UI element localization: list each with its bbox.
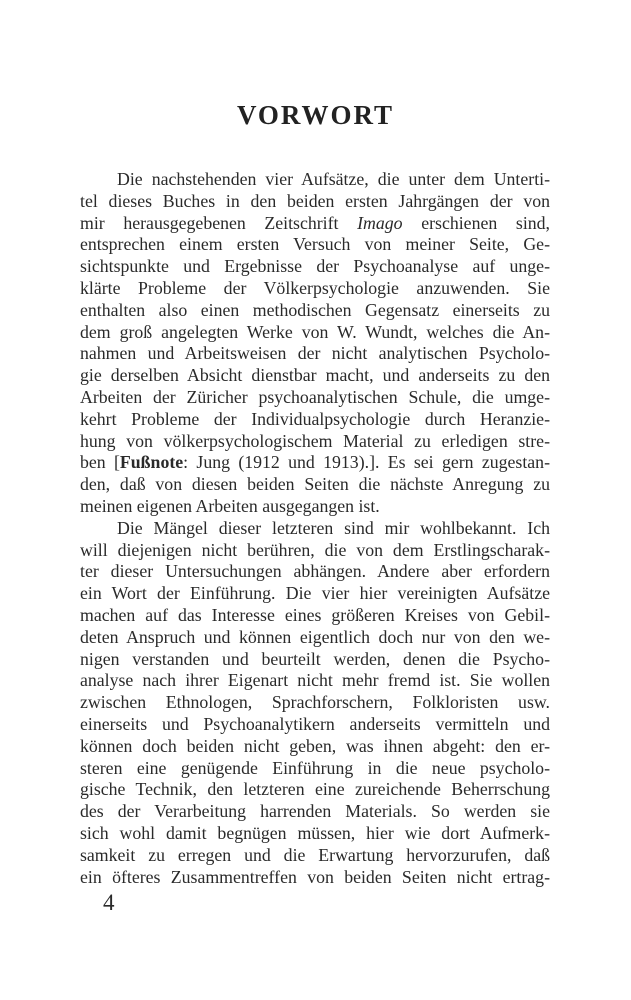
text-line [80,649,550,671]
text-segment: enthalten also einen methodischen Gegensatz einerseits zu [80,299,550,320]
text-line [80,779,550,801]
page-title: VORWORT [236,100,395,130]
text-segment: klärte Probleme der Völkerpsychologie anzuwenden. Sie [80,277,550,298]
text-line [80,409,550,431]
text-segment: Arbeiten der Züricher psychoanalytischen Schule, die umge- [80,386,550,407]
text-segment: kehrt Probleme der Individualpsychologie durch Heranzie- [80,408,550,429]
text-line [80,670,550,692]
text-line [80,234,550,256]
text-line [80,300,550,322]
text-segment: zwischen Ethnologen, Sprachforschern, Folkloristen usw. [80,692,550,713]
text-line [80,278,550,300]
text-line [80,736,550,758]
text-segment: ein öfteres Zusammentreffen von beiden Seiten nicht ertrag- [80,866,550,887]
text-line [80,322,550,344]
text-segment: machen auf das Interesse eines größeren Kreises von Gebil- [80,604,550,625]
text-segment: gische Technik, den letzteren eine zureichende Beherrschung [80,779,550,800]
text-line [80,256,550,278]
bold-text: Fußnote [119,452,184,473]
text-segment: sichtspunkte und Ergebnisse der Psychoanalyse auf unge- [80,256,550,277]
text-segment: analyse nach ihrer Eigenart nicht mehr fremd ist. Sie wollen [80,670,550,691]
text-segment: steren eine genügende Einführung in die neue psycholo- [80,757,550,778]
text-segment: den, daß von diesen beiden Seiten die nächste Anregung zu [80,474,550,495]
body-text [80,169,550,888]
text-line [80,474,550,496]
text-line [80,692,550,714]
text-segment: hung von völkerpsychologischem Material zu erledigen stre- [80,430,550,451]
text-line [80,540,550,562]
text-segment: : Jung (1912 und 1913).]. Es sei gern zugestan- [183,452,550,473]
text-segment: nahmen und Arbeitsweisen der nicht analytischen Psycholo- [80,343,550,364]
text-line [80,213,550,235]
text-line [80,561,550,583]
text-line [80,169,550,191]
italic-text: Imago [357,212,403,233]
text-segment: ben [ [80,452,120,473]
text-segment: Die Mängel dieser letzteren sind mir wohlbekannt. Ich [117,517,550,538]
text-line [80,867,550,889]
text-segment: gie derselben Absicht dienstbar macht, und anderseits zu den [80,365,550,386]
text-segment: Die nachstehenden vier Aufsätze, die unter dem Unterti- [117,169,550,189]
text-segment: entsprechen einem ersten Versuch von meiner Seite, Ge- [80,234,550,255]
text-segment: mir herausgegebenen Zeitschrift [80,212,358,233]
text-segment: des der Verarbeitung harrenden Materials. So werden sie [80,801,550,822]
text-line [80,714,550,736]
text-segment: samkeit zu erregen und die Erwartung hervorzurufen, daß [80,844,550,865]
text-line [80,627,550,649]
text-segment: will diejenigen nicht berühren, die von dem Erstlingscharak- [80,539,550,560]
text-segment: dem groß angelegten Werke von W. Wundt, welches die An- [80,321,550,342]
paragraph [80,518,550,889]
text-line [80,387,550,409]
text-line [80,496,550,518]
text-segment: sich wohl damit begnügen müssen, hier wie dort Aufmerk- [80,822,550,843]
text-segment: können doch beiden nicht geben, was ihnen abgeht: den er- [80,735,550,756]
text-line [80,845,550,867]
text-segment: tel dieses Buches in den beiden ersten Jahrgängen der von [80,190,550,211]
text-line [80,452,550,474]
text-segment: ter dieser Untersuchungen abhängen. Andere aber erfordern [80,561,550,582]
text-line [80,365,550,387]
text-line [80,518,550,540]
text-line [80,823,550,845]
text-segment: einerseits und Psychoanalytikern anderseits vermitteln und [80,713,550,734]
text-segment: ein Wort der Einführung. Die vier hier vereinigten Aufsätze [80,583,550,604]
paragraph [80,169,550,518]
text-line [80,758,550,780]
text-line [80,605,550,627]
page-number: 4 [103,890,115,915]
text-segment: erschienen sind, [402,212,550,233]
text-line [80,583,550,605]
text-segment: nigen verstanden und beurteilt werden, denen die Psycho- [80,648,550,669]
text-line [80,431,550,453]
text-line [80,801,550,823]
text-line [80,191,550,213]
text-line [80,343,550,365]
text-segment: deten Anspruch und können eigentlich doch nur von den we- [80,626,550,647]
text-segment: meinen eigenen Arbeiten ausgegangen ist. [80,495,380,516]
